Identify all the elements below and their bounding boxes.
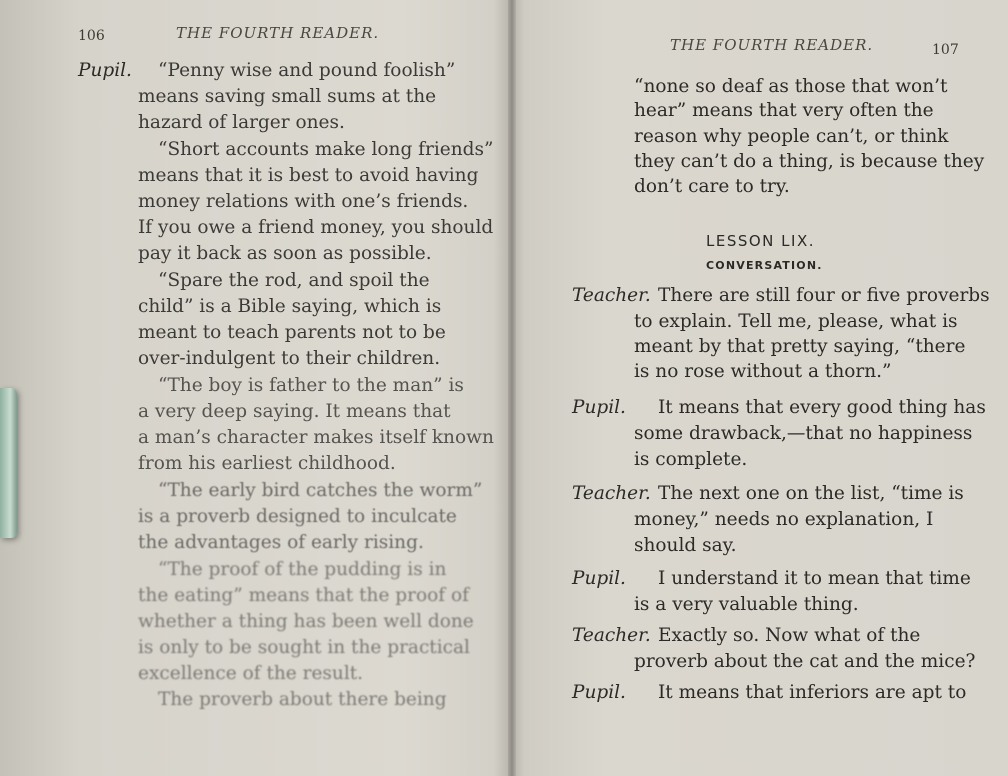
text-line: proverb about the cat and the mice? bbox=[634, 651, 976, 672]
speaker-label: Teacher. bbox=[572, 625, 651, 646]
text-line: There are still four or five proverbs bbox=[658, 285, 990, 306]
page-number: 106 bbox=[78, 28, 105, 44]
text-line: It means that every good thing has bbox=[658, 397, 986, 418]
speaker-label: Pupil. bbox=[572, 397, 626, 418]
speaker-label: Pupil. bbox=[78, 60, 132, 81]
lesson-title: LESSON LIX. bbox=[706, 232, 815, 250]
text-line: reason why people can’t, or think bbox=[634, 126, 949, 147]
text-line: “The early bird catches the worm” bbox=[158, 480, 483, 501]
speaker-label: Pupil. bbox=[572, 682, 626, 703]
text-line: Exactly so. Now what of the bbox=[658, 625, 921, 646]
speaker-label: Pupil. bbox=[572, 568, 626, 589]
text-line: “The boy is father to the man” is bbox=[158, 375, 464, 396]
text-line: a man’s character makes itself known bbox=[138, 427, 494, 448]
text-line: is complete. bbox=[634, 449, 748, 470]
speaker-label: Teacher. bbox=[572, 285, 651, 306]
text-line: meant by that pretty saying, “there bbox=[634, 336, 966, 357]
text-line: they can’t do a thing, is because they bbox=[634, 151, 985, 172]
text-line: money,” needs no explanation, I bbox=[634, 509, 934, 530]
text-line: child” is a Bible saying, which is bbox=[138, 296, 442, 317]
running-head: THE FOURTH READER. bbox=[670, 36, 874, 54]
text-line: If you owe a friend money, you should bbox=[138, 217, 494, 238]
text-line: money relations with one’s friends. bbox=[138, 191, 469, 212]
text-line: “The proof of the pudding is in bbox=[158, 559, 447, 580]
text-line: “Spare the rod, and spoil the bbox=[158, 270, 430, 291]
text-line: hazard of larger ones. bbox=[138, 112, 345, 133]
text-line: the advantages of early rising. bbox=[138, 532, 424, 553]
page-number: 107 bbox=[932, 42, 959, 58]
text-line: excellence of the result. bbox=[138, 663, 364, 684]
text-line: I understand it to mean that time bbox=[658, 568, 971, 589]
text-line: The next one on the list, “time is bbox=[658, 483, 964, 504]
speaker-label: Teacher. bbox=[572, 483, 651, 504]
text-line: “Short accounts make long friends” bbox=[158, 139, 494, 160]
lesson-subtitle: CONVERSATION. bbox=[706, 259, 823, 272]
text-line: is no rose without a thorn.” bbox=[634, 361, 892, 382]
text-line: meant to teach parents not to be bbox=[138, 322, 446, 343]
text-line: pay it back as soon as possible. bbox=[138, 243, 432, 264]
text-line: the eating” means that the proof of bbox=[138, 585, 469, 606]
right-page bbox=[514, 0, 1008, 776]
text-line: is a proverb designed to inculcate bbox=[138, 506, 457, 527]
running-head: THE FOURTH READER. bbox=[176, 24, 380, 42]
text-line: to explain. Tell me, please, what is bbox=[634, 311, 958, 332]
text-line: “Penny wise and pound foolish” bbox=[158, 60, 456, 81]
text-line: means saving small sums at the bbox=[138, 86, 437, 107]
text-line: It means that inferiors are apt to bbox=[658, 682, 967, 703]
text-line: should say. bbox=[634, 535, 737, 556]
text-line: over-indulgent to their children. bbox=[138, 348, 441, 369]
text-line: a very deep saying. It means that bbox=[138, 401, 451, 422]
text-line: whether a thing has been well done bbox=[138, 611, 474, 632]
text-line: is a very valuable thing. bbox=[634, 594, 859, 615]
text-line: from his earliest childhood. bbox=[138, 453, 396, 474]
text-line: The proverb about there being bbox=[158, 689, 447, 710]
text-line: don’t care to try. bbox=[634, 176, 790, 197]
text-line: “none so deaf as those that won’t bbox=[634, 76, 948, 97]
text-line: hear” means that very often the bbox=[634, 100, 934, 121]
text-line: some drawback,—that no happiness bbox=[634, 423, 973, 444]
text-line: is only to be sought in the practical bbox=[138, 637, 470, 658]
text-line: means that it is best to avoid having bbox=[138, 165, 479, 186]
